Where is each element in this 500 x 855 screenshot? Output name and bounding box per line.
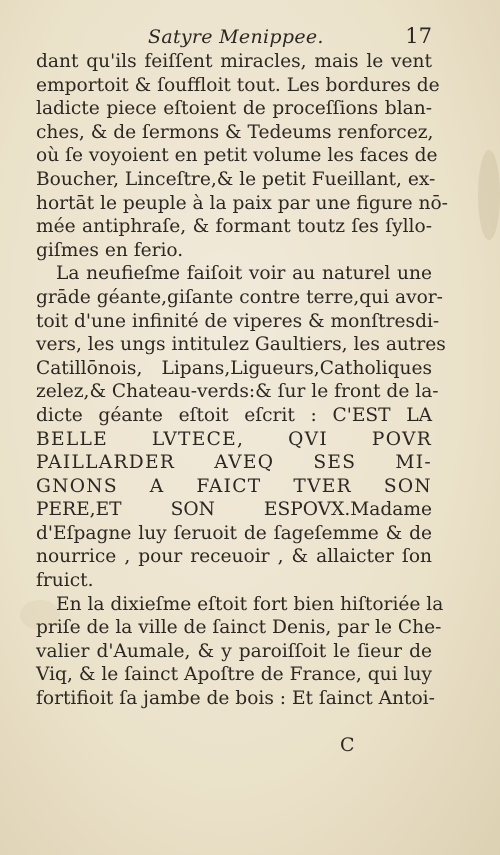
text-line: Catillōnois, Lipans,Ligueurs,Catholiques <box>36 357 432 379</box>
text-line: vers, les ungs intitulez Gaultiers, les autres <box>36 334 446 356</box>
page-number: 17 <box>405 24 432 48</box>
text-line: ches, & de ſermons & Tedeums renforcez, <box>36 121 434 143</box>
text-line: dicte géante eſtoit eſcrit : C'EST LA <box>36 404 432 426</box>
text-line: d'Eſpagne luy ſeruoit de ſageſemme & de <box>36 522 432 544</box>
text-line: ladicte piece eſtoient de proceſſions blan- <box>36 98 432 120</box>
catchword: C <box>340 734 355 756</box>
text-line: hortāt le peuple à la paix par une figure nō- <box>36 192 448 214</box>
text-line: PERE,ET SON ESPOVX.Madame <box>36 499 432 521</box>
text-line: emportoit & ſouffloit tout. Les bordures de <box>36 74 440 96</box>
text-line: valier d'Aumale, & y paroiſſoit le ſieur de <box>36 640 432 662</box>
text-line: giſmes en ferio. <box>36 239 184 261</box>
text-line: priſe de la ville de ſainct Denis, par le Che- <box>36 617 442 639</box>
text-line: GNONS A FAICT TVER SON <box>36 475 432 497</box>
text-line: PAILLARDER AVEQ SES MI- <box>36 452 432 474</box>
text-line: En la dixieſme eſtoit fort bien hiſtoriée la <box>56 593 444 615</box>
text-line: toit d'une infinité de viperes & monſtresdi- <box>36 310 440 332</box>
running-title: Satyre Menippee. <box>148 26 324 48</box>
text-line: fortifioit ſa jambe de bois : Et ſainct Antoi- <box>36 688 435 710</box>
text-line: La neufieſme faiſoit voir au naturel une <box>56 263 432 285</box>
text-line: dant qu'ils feiſſent miracles, mais le vent <box>36 51 432 72</box>
text-line: où ſe voyoient en petit volume les faces de <box>36 145 438 167</box>
text-line: mée antiphraſe, & formant toutz ſes ſyllo- <box>36 216 432 238</box>
text-line: fruict. <box>36 570 94 592</box>
text-line: Boucher, Linceſtre,& le petit Fueillant, ex- <box>36 168 436 190</box>
text-line: BELLE LVTECE, QVI POVR <box>36 428 432 450</box>
text-line: nourrice , pour receuoir , & allaicter ſon <box>36 546 432 568</box>
text-line: zelez,& Chateau-verds:& ſur le front de la- <box>36 381 439 403</box>
body-text <box>36 50 448 711</box>
text-line: grāde géante,giſante contre terre,qui avor- <box>36 286 443 308</box>
page-stain <box>478 150 500 240</box>
text-line: Viq, & le ſainct Apoſtre de France, qui luy <box>36 664 432 686</box>
page-header <box>36 26 432 50</box>
